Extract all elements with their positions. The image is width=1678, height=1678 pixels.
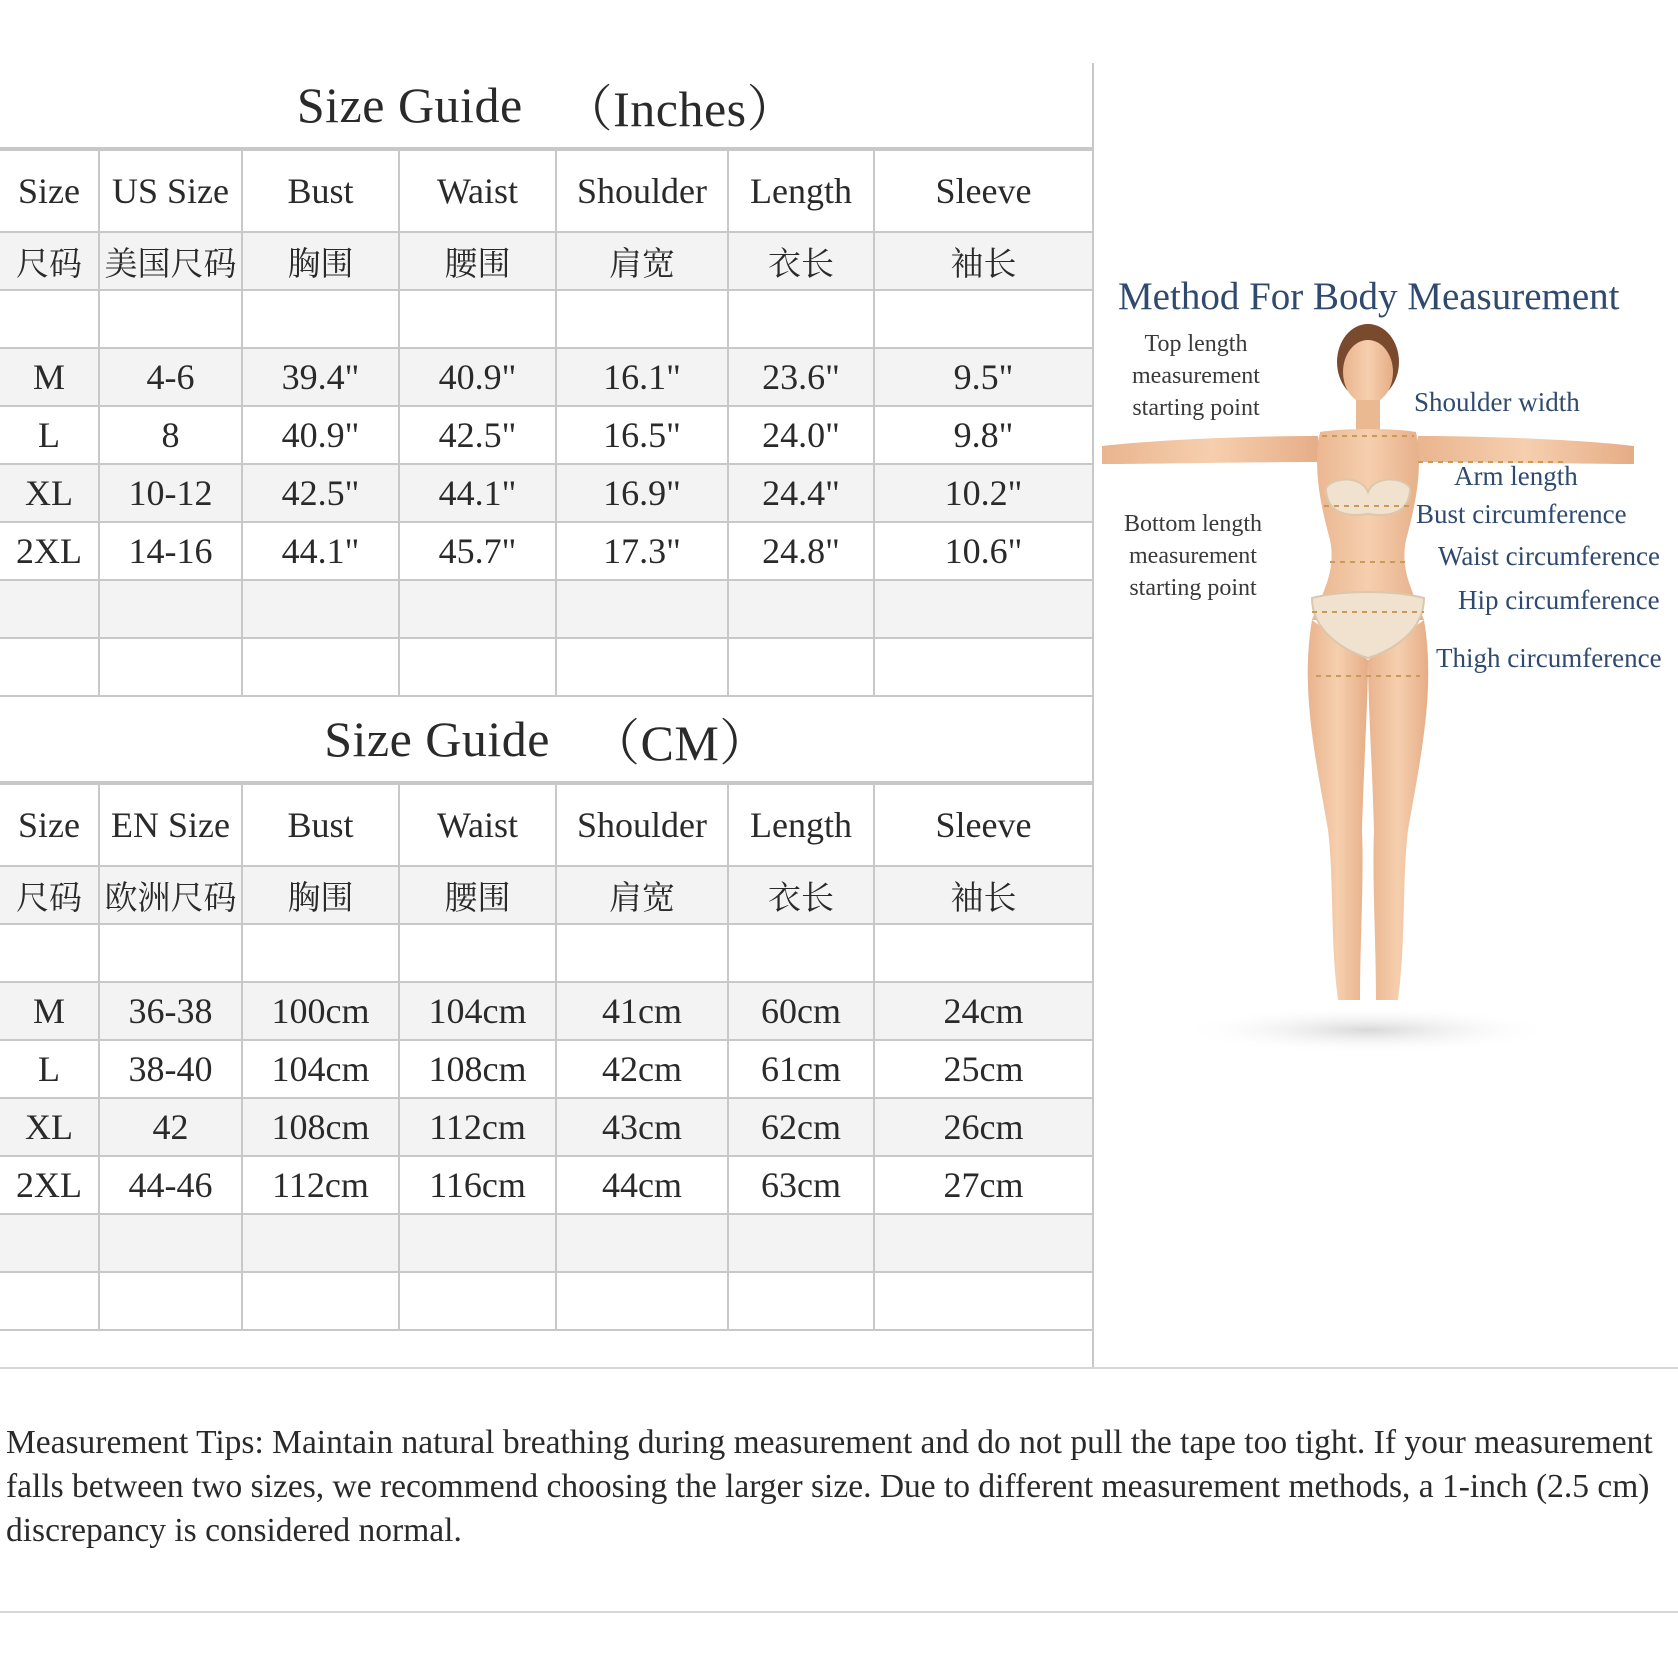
table-cell: 欧洲尺码 [99,866,242,924]
cm-table [0,783,1092,1331]
label-shoulder-width: Shoulder width [1414,387,1580,417]
table-cell: US Size [99,150,242,232]
table-cell: XL [0,464,99,522]
table-cell: L [0,1040,99,1098]
table-cell [874,924,1092,982]
table-cell: 衣长 [728,866,874,924]
table-cell: 2XL [0,522,99,580]
table-cell: 112cm [399,1098,556,1156]
table-cell: 44cm [556,1156,728,1214]
empty-row [0,638,1092,696]
table-cell: 肩宽 [556,866,728,924]
table-cell [0,638,99,696]
table-cell: 尺码 [0,866,99,924]
label-thigh-circumference: Thigh circumference [1436,643,1662,673]
figure-title: Method For Body Measurement [1118,275,1620,318]
table-cell [99,580,242,638]
table-cell: 9.5" [874,348,1092,406]
table-cell: 16.9" [556,464,728,522]
table-cell: 24cm [874,982,1092,1040]
table-cell: 62cm [728,1098,874,1156]
table-cell [242,580,399,638]
table-cell: 8 [99,406,242,464]
table-cell: 104cm [242,1040,399,1098]
table-cell [728,924,874,982]
table-cell: L [0,406,99,464]
table-cell: Shoulder [556,150,728,232]
empty-row [0,290,1092,348]
table-cell: 108cm [242,1098,399,1156]
table-cell [0,924,99,982]
label-bust-circumference: Bust circumference [1416,499,1627,529]
table-cell [99,1272,242,1330]
table-cell: 42cm [556,1040,728,1098]
table-cell [728,638,874,696]
label-arm-length: Arm length [1454,461,1578,491]
table-cell: 10.2" [874,464,1092,522]
table-cell: 23.6" [728,348,874,406]
table-cell: 腰围 [399,866,556,924]
table-cell: 尺码 [0,232,99,290]
table-cell: 36-38 [99,982,242,1040]
table-cell: Waist [399,784,556,866]
table-cell: 胸围 [242,866,399,924]
label-top-length: Top length measurement starting point [1132,331,1260,421]
table-cell: 112cm [242,1156,399,1214]
table-cell [728,1214,874,1272]
table-cell [874,580,1092,638]
divider-top [0,1367,1678,1369]
size-row [0,1098,1092,1156]
table-cell: 42.5" [242,464,399,522]
table-cell: 60cm [728,982,874,1040]
table-cell [399,638,556,696]
table-cell [399,580,556,638]
table-cell: 116cm [399,1156,556,1214]
table-cell: 袖长 [874,232,1092,290]
table-cell [0,1214,99,1272]
table-cell [556,924,728,982]
table-cell [556,1214,728,1272]
empty-row [0,1214,1092,1272]
table-cell: 17.3" [556,522,728,580]
table-cell [0,1272,99,1330]
table-cell [874,638,1092,696]
table-cell: 108cm [399,1040,556,1098]
measurement-tips: Measurement Tips: Maintain natural breathing during measurement and do not pull the tape too tight. If your measurement falls between two sizes, we recommend choosing the larger size. Due to different measurement methods, a 1-inch (2.5 cm) discrepancy is considered normal. [6,1424,1653,1549]
table-cell: 100cm [242,982,399,1040]
empty-row [0,924,1092,982]
table-cell: 44-46 [99,1156,242,1214]
table-cell: 2XL [0,1156,99,1214]
table-cell: M [0,348,99,406]
header-zh-row [0,232,1092,290]
table-cell: 4-6 [99,348,242,406]
table-cell: 美国尺码 [99,232,242,290]
table-cell: 26cm [874,1098,1092,1156]
table-cell: 24.8" [728,522,874,580]
table-cell [242,1272,399,1330]
table-cell: 42.5" [399,406,556,464]
table-cell [556,1272,728,1330]
table-cell: 衣长 [728,232,874,290]
table-cell [242,924,399,982]
table-cell: 61cm [728,1040,874,1098]
empty-row [0,1272,1092,1330]
table-cell: 27cm [874,1156,1092,1214]
size-row [0,348,1092,406]
table-cell: 39.4" [242,348,399,406]
divider-bottom [0,1611,1678,1613]
table-cell: Shoulder [556,784,728,866]
table-cell: Sleeve [874,150,1092,232]
body-measurement-figure [1094,240,1678,1070]
table-cell: Bust [242,150,399,232]
inches-title [0,63,1094,149]
table-cell [556,290,728,348]
table-cell [242,1214,399,1272]
table-cell: 10-12 [99,464,242,522]
table-cell [874,1272,1092,1330]
table-cell: Length [728,784,874,866]
table-cell [242,638,399,696]
table-cell: 43cm [556,1098,728,1156]
table-cell [728,1272,874,1330]
table-cell: Size [0,784,99,866]
table-cell: 胸围 [242,232,399,290]
label-hip-circumference: Hip circumference [1458,585,1660,615]
table-cell: 44.1" [399,464,556,522]
size-row [0,1040,1092,1098]
inches-title-text: Size Guide [296,77,523,133]
table-cell: Size [0,150,99,232]
table-cell: 40.9" [399,348,556,406]
inches-title-unit: （Inches） [562,81,798,137]
table-cell: 42 [99,1098,242,1156]
size-row [0,1156,1092,1214]
empty-row [0,580,1092,638]
table-cell [874,290,1092,348]
table-cell: 16.5" [556,406,728,464]
table-cell [99,638,242,696]
table-cell: Waist [399,150,556,232]
table-cell: 44.1" [242,522,399,580]
table-cell [99,924,242,982]
table-cell [874,1214,1092,1272]
cm-title [0,697,1094,783]
table-cell: 25cm [874,1040,1092,1098]
table-cell: 63cm [728,1156,874,1214]
table-cell: 45.7" [399,522,556,580]
header-row [0,150,1092,232]
table-cell [0,290,99,348]
label-bottom-length: Bottom length measurement starting point [1124,511,1262,601]
table-cell: M [0,982,99,1040]
size-row [0,464,1092,522]
table-cell [728,290,874,348]
table-cell: 104cm [399,982,556,1040]
cm-title-text: Size Guide [324,711,550,767]
table-cell [399,1214,556,1272]
table-cell: 40.9" [242,406,399,464]
table-cell [399,924,556,982]
table-cell: XL [0,1098,99,1156]
table-cell: 24.0" [728,406,874,464]
table-cell [556,580,728,638]
table-cell: 41cm [556,982,728,1040]
inches-table [0,149,1092,697]
table-cell: 9.8" [874,406,1092,464]
header-row [0,784,1092,866]
table-cell: 14-16 [99,522,242,580]
size-row [0,982,1092,1040]
table-cell: 肩宽 [556,232,728,290]
table-cell [556,638,728,696]
cm-title-unit: （CM） [589,715,770,771]
header-zh-row [0,866,1092,924]
table-cell [99,1214,242,1272]
table-cell: 袖长 [874,866,1092,924]
table-cell [242,290,399,348]
table-cell: Sleeve [874,784,1092,866]
label-waist-circumference: Waist circumference [1438,541,1660,571]
table-cell [728,580,874,638]
table-cell [0,580,99,638]
table-cell: 16.1" [556,348,728,406]
table-cell: 腰围 [399,232,556,290]
table-cell [399,290,556,348]
table-cell [399,1272,556,1330]
size-tables [0,63,1094,1331]
table-cell: 24.4" [728,464,874,522]
size-row [0,522,1092,580]
table-cell: EN Size [99,784,242,866]
table-cell: Length [728,150,874,232]
size-row [0,406,1092,464]
table-cell: 38-40 [99,1040,242,1098]
table-cell: Bust [242,784,399,866]
table-cell [99,290,242,348]
table-cell: 10.6" [874,522,1092,580]
